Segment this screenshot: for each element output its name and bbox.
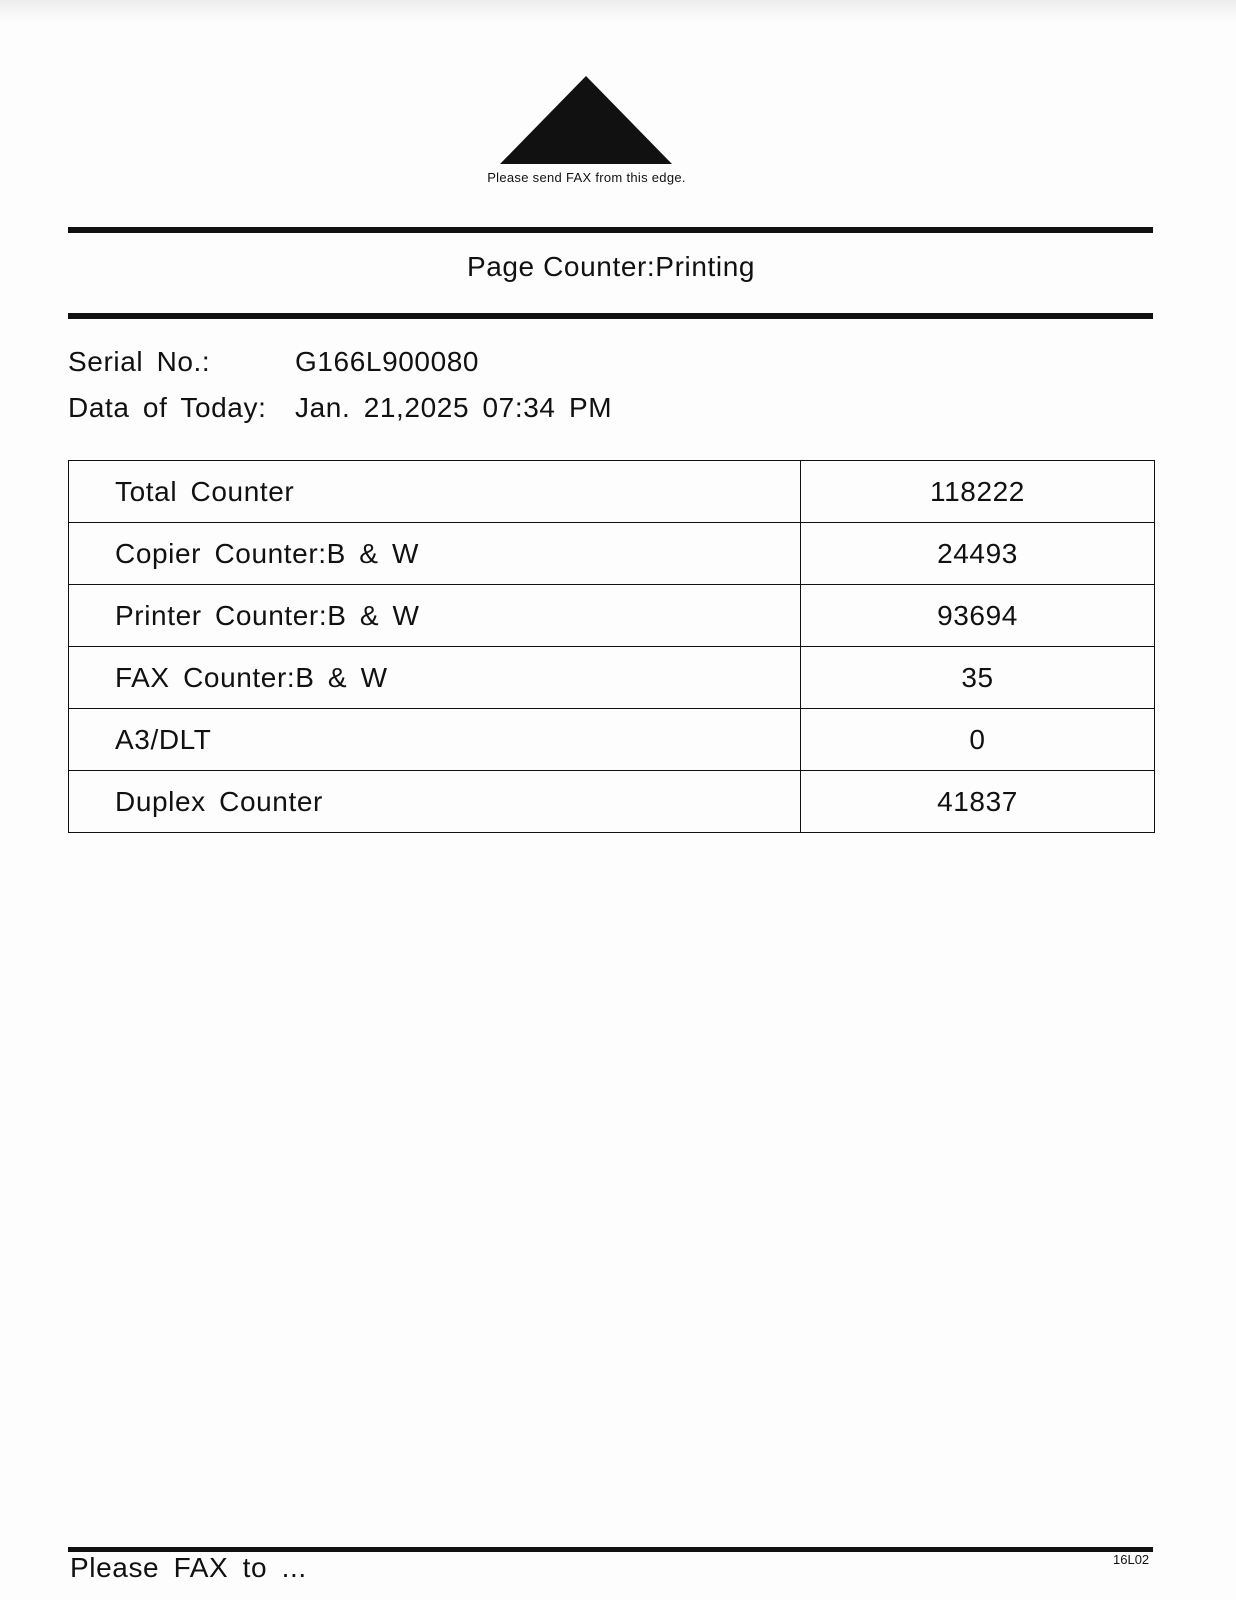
counter-name: FAX Counter:B & W (69, 647, 801, 709)
counter-value: 41837 (801, 771, 1155, 833)
fax-edge-note: Please send FAX from this edge. (487, 170, 686, 185)
table-row (69, 771, 1155, 833)
counter-value: 93694 (801, 585, 1155, 647)
counter-name: Printer Counter:B & W (69, 585, 801, 647)
form-code: 16L02 (1113, 1552, 1150, 1567)
counter-name: Copier Counter:B & W (69, 523, 801, 585)
table-row (69, 709, 1155, 771)
table-row (69, 647, 1155, 709)
date-label: Data of Today: (68, 392, 267, 423)
page-title: Page Counter:Printing (466, 251, 756, 282)
counter-value: 24493 (801, 523, 1155, 585)
table-row (69, 585, 1155, 647)
counter-value: 118222 (801, 461, 1155, 523)
serial-label: Serial No.: (68, 346, 211, 377)
counter-value: 0 (801, 709, 1155, 771)
counter-table (68, 460, 1155, 833)
counter-name: A3/DLT (69, 709, 801, 771)
table-row (69, 461, 1155, 523)
title-top-rule (68, 227, 1153, 233)
date-value: Jan. 21,2025 07:34 PM (295, 392, 613, 423)
title-bottom-rule (68, 313, 1153, 319)
scan-shadow (0, 0, 1236, 22)
counter-value: 35 (801, 647, 1155, 709)
table-row (69, 523, 1155, 585)
fax-direction-triangle-icon (500, 76, 672, 164)
counter-name: Total Counter (69, 461, 801, 523)
counter-name: Duplex Counter (69, 771, 801, 833)
serial-value: G166L900080 (295, 346, 480, 377)
fax-to-line: Please FAX to ... (70, 1552, 307, 1583)
